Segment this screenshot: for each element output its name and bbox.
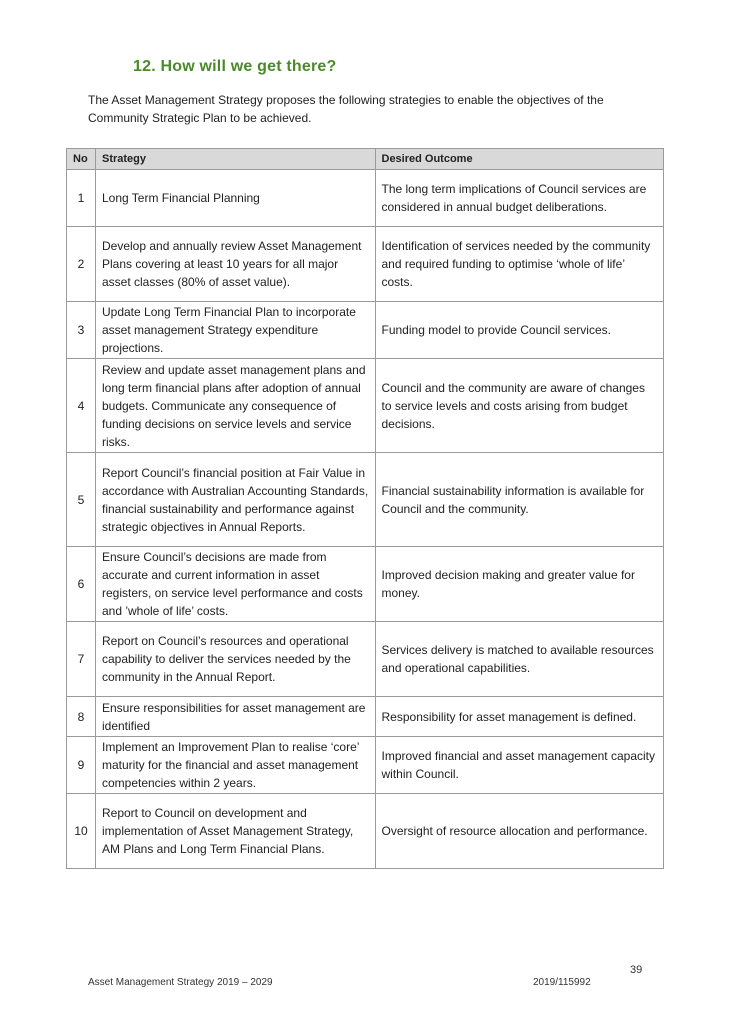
strategy-cell: Ensure responsibilities for asset management are identified	[95, 697, 375, 737]
column-header-no: No	[67, 149, 96, 170]
outcome-cell: The long term implications of Council services are considered in annual budget deliberations.	[375, 170, 664, 227]
row-number: 7	[67, 622, 96, 697]
strategy-cell: Report to Council on development and implementation of Asset Management Strategy, AM Plans and Long Term Financial Plans.	[95, 794, 375, 869]
intro-paragraph: The Asset Management Strategy proposes the following strategies to enable the objectives of the Community Strategic Plan to be achieved.	[88, 93, 604, 125]
outcome-cell: Responsibility for asset management is defined.	[375, 697, 664, 737]
table-row	[67, 227, 664, 302]
outcome-cell: Improved decision making and greater value for money.	[375, 547, 664, 622]
row-number: 6	[67, 547, 96, 622]
strategy-cell: Long Term Financial Planning	[95, 170, 375, 227]
outcome-cell: Council and the community are aware of changes to service levels and costs arising from budget decisions.	[375, 359, 664, 453]
strategy-cell: Review and update asset management plans and long term financial plans after adoption of annual budgets. Communicate any consequence of funding decisions on service levels and service risks.	[95, 359, 375, 453]
row-number: 1	[67, 170, 96, 227]
table-row	[67, 794, 664, 869]
table-row	[67, 697, 664, 737]
table-row	[67, 547, 664, 622]
outcome-cell: Services delivery is matched to available resources and operational capabilities.	[375, 622, 664, 697]
table-row	[67, 622, 664, 697]
table-row	[67, 453, 664, 547]
strategy-cell: Report on Council’s resources and operational capability to deliver the services needed by the community in the Annual Report.	[95, 622, 375, 697]
table-header-row	[67, 149, 664, 170]
row-number: 9	[67, 737, 96, 794]
outcome-cell: Financial sustainability information is available for Council and the community.	[375, 453, 664, 547]
strategy-table	[66, 148, 664, 869]
outcome-cell: Improved financial and asset management capacity within Council.	[375, 737, 664, 794]
strategy-cell: Implement an Improvement Plan to realise ‘core’ maturity for the financial and asset management competencies within 2 years.	[95, 737, 375, 794]
outcome-cell: Oversight of resource allocation and performance.	[375, 794, 664, 869]
table-row	[67, 737, 664, 794]
section-heading: 12. How will we get there?	[133, 58, 337, 75]
strategy-cell: Update Long Term Financial Plan to incorporate asset management Strategy expenditure projections.	[95, 302, 375, 359]
column-header-strategy: Strategy	[95, 149, 375, 170]
column-header-outcome: Desired Outcome	[375, 149, 664, 170]
strategy-cell: Ensure Council’s decisions are made from accurate and current information in asset registers, on service level performance and costs and ’whole of life’ costs.	[95, 547, 375, 622]
strategy-cell: Report Council’s financial position at Fair Value in accordance with Australian Accounting Standards, financial sustainability and performance against strategic objectives in Annual Reports.	[95, 453, 375, 547]
footer-document-title: Asset Management Strategy 2019 – 2029	[88, 977, 273, 988]
outcome-cell: Identification of services needed by the community and required funding to optimise ‘whole of life’ costs.	[375, 227, 664, 302]
strategy-cell: Develop and annually review Asset Management Plans covering at least 10 years for all major asset classes (80% of asset value).	[95, 227, 375, 302]
row-number: 2	[67, 227, 96, 302]
row-number: 4	[67, 359, 96, 453]
row-number: 8	[67, 697, 96, 737]
outcome-cell: Funding model to provide Council services.	[375, 302, 664, 359]
row-number: 5	[67, 453, 96, 547]
row-number: 10	[67, 794, 96, 869]
table-row	[67, 170, 664, 227]
page-number: 39	[630, 964, 643, 976]
row-number: 3	[67, 302, 96, 359]
table-row	[67, 359, 664, 453]
table-row	[67, 302, 664, 359]
footer-document-reference: 2019/115992	[533, 977, 591, 988]
